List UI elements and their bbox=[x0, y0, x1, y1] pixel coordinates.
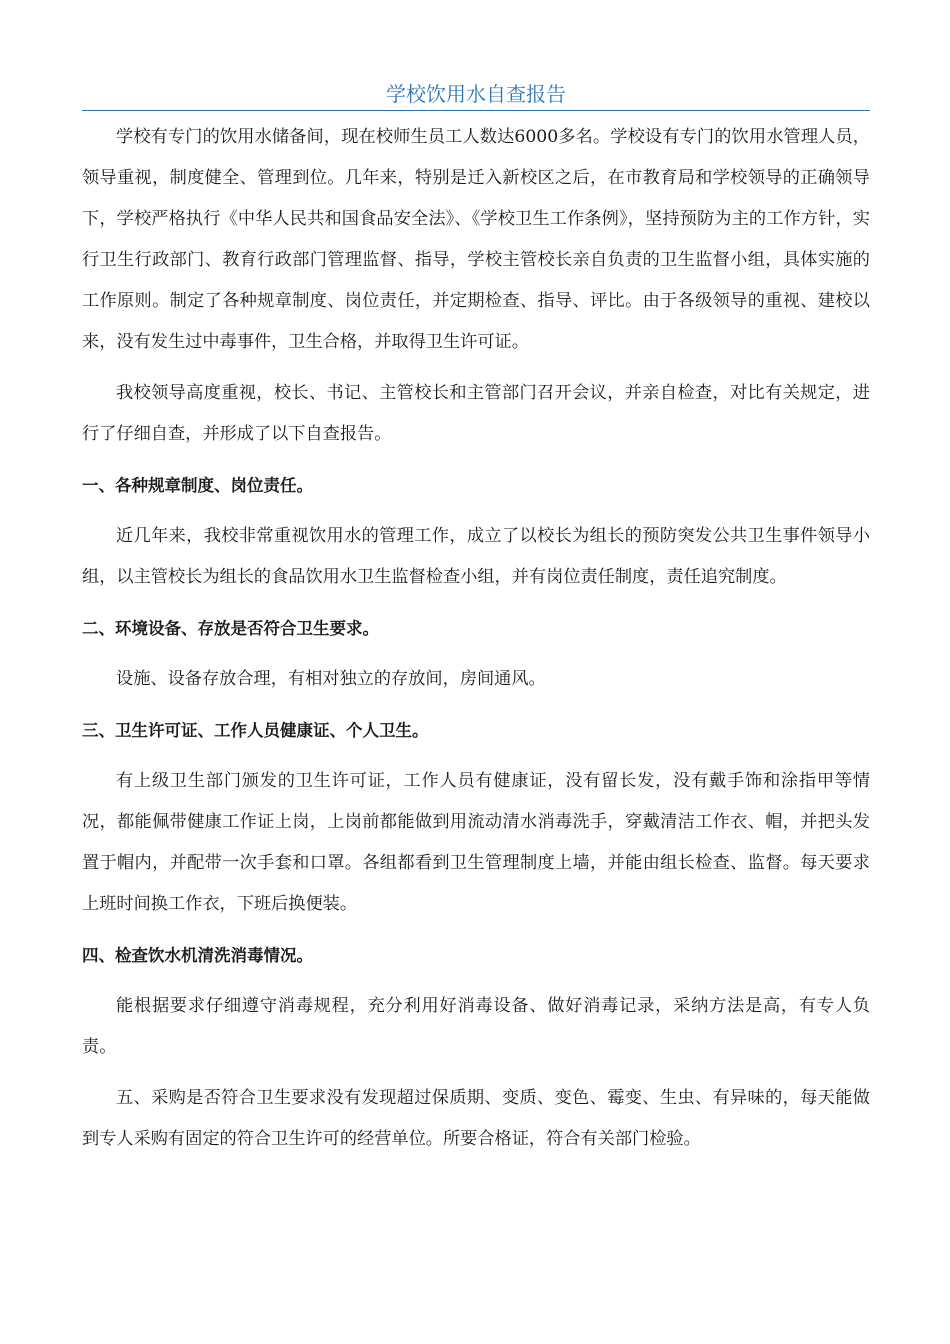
section-body-1: 近几年来，我校非常重视饮用水的管理工作，成立了以校长为组长的预防突发公共卫生事件领导小组，以主管校长为组长的食品饮用水卫生监督检查小组，并有岗位责任制度，责任追究制度。 bbox=[82, 526, 870, 587]
section-heading-1: 一、各种规章制度、岗位责任。 bbox=[82, 476, 313, 495]
closing-paragraph: 五、采购是否符合卫生要求没有发现超过保质期、变质、变色、霉变、生虫、有异味的，每天能做到专人采购有固定的符合卫生许可的经营单位。所要合格证，符合有关部门检验。 bbox=[82, 1088, 870, 1149]
section-heading-3: 三、卫生许可证、工作人员健康证、个人卫生。 bbox=[82, 721, 429, 740]
section-heading-2: 二、环境设备、存放是否符合卫生要求。 bbox=[82, 619, 379, 638]
section-heading-4: 四、检查饮水机清洗消毒情况。 bbox=[82, 946, 313, 965]
intro-paragraph-1: 学校有专门的饮用水储备间，现在校师生员工人数达6000多名。学校设有专门的饮用水管理人员，领导重视，制度健全、管理到位。几年来，特别是迁入新校区之后，在市教育局和学校领导的正确领导下，学校严格执行《中华人民共和国食品安全法》、《学校卫生工作条例》，坚持预防为主的工作方针，实行卫生行政部门、教育行政部门管理监督、指导，学校主管校长亲自负责的卫生监督小组，具体实施的工作原则。制定了各种规章制度、岗位责任，并定期检查、指导、评比。由于各级领导的重视、建校以来，没有发生过中毒事件，卫生合格，并取得卫生许可证。 bbox=[82, 127, 870, 352]
section-body-4: 能根据要求仔细遵守消毒规程，充分利用好消毒设备、做好消毒记录，采纳方法是高，有专人负责。 bbox=[82, 996, 870, 1057]
section-body-2: 设施、设备存放合理，有相对独立的存放间，房间通风。 bbox=[116, 669, 546, 689]
section-body-3: 有上级卫生部门颁发的卫生许可证，工作人员有健康证，没有留长发，没有戴手饰和涂指甲等情况，都能佩带健康工作证上岗，上岗前都能做到用流动清水消毒洗手，穿戴清洁工作衣、帽，并把头发置于帽内，并配带一次手套和口罩。各组都看到卫生管理制度上墙，并能由组长检查、监督。每天要求上班时间换工作衣，下班后换便装。 bbox=[82, 771, 870, 914]
document-title: 学校饮用水自查报告 bbox=[386, 82, 566, 106]
intro-paragraph-2: 我校领导高度重视，校长、书记、主管校长和主管部门召开会议，并亲自检查，对比有关规定，进行了仔细自查，并形成了以下自查报告。 bbox=[82, 383, 870, 444]
title-underline bbox=[82, 110, 870, 111]
document-page bbox=[82, 78, 870, 1170]
